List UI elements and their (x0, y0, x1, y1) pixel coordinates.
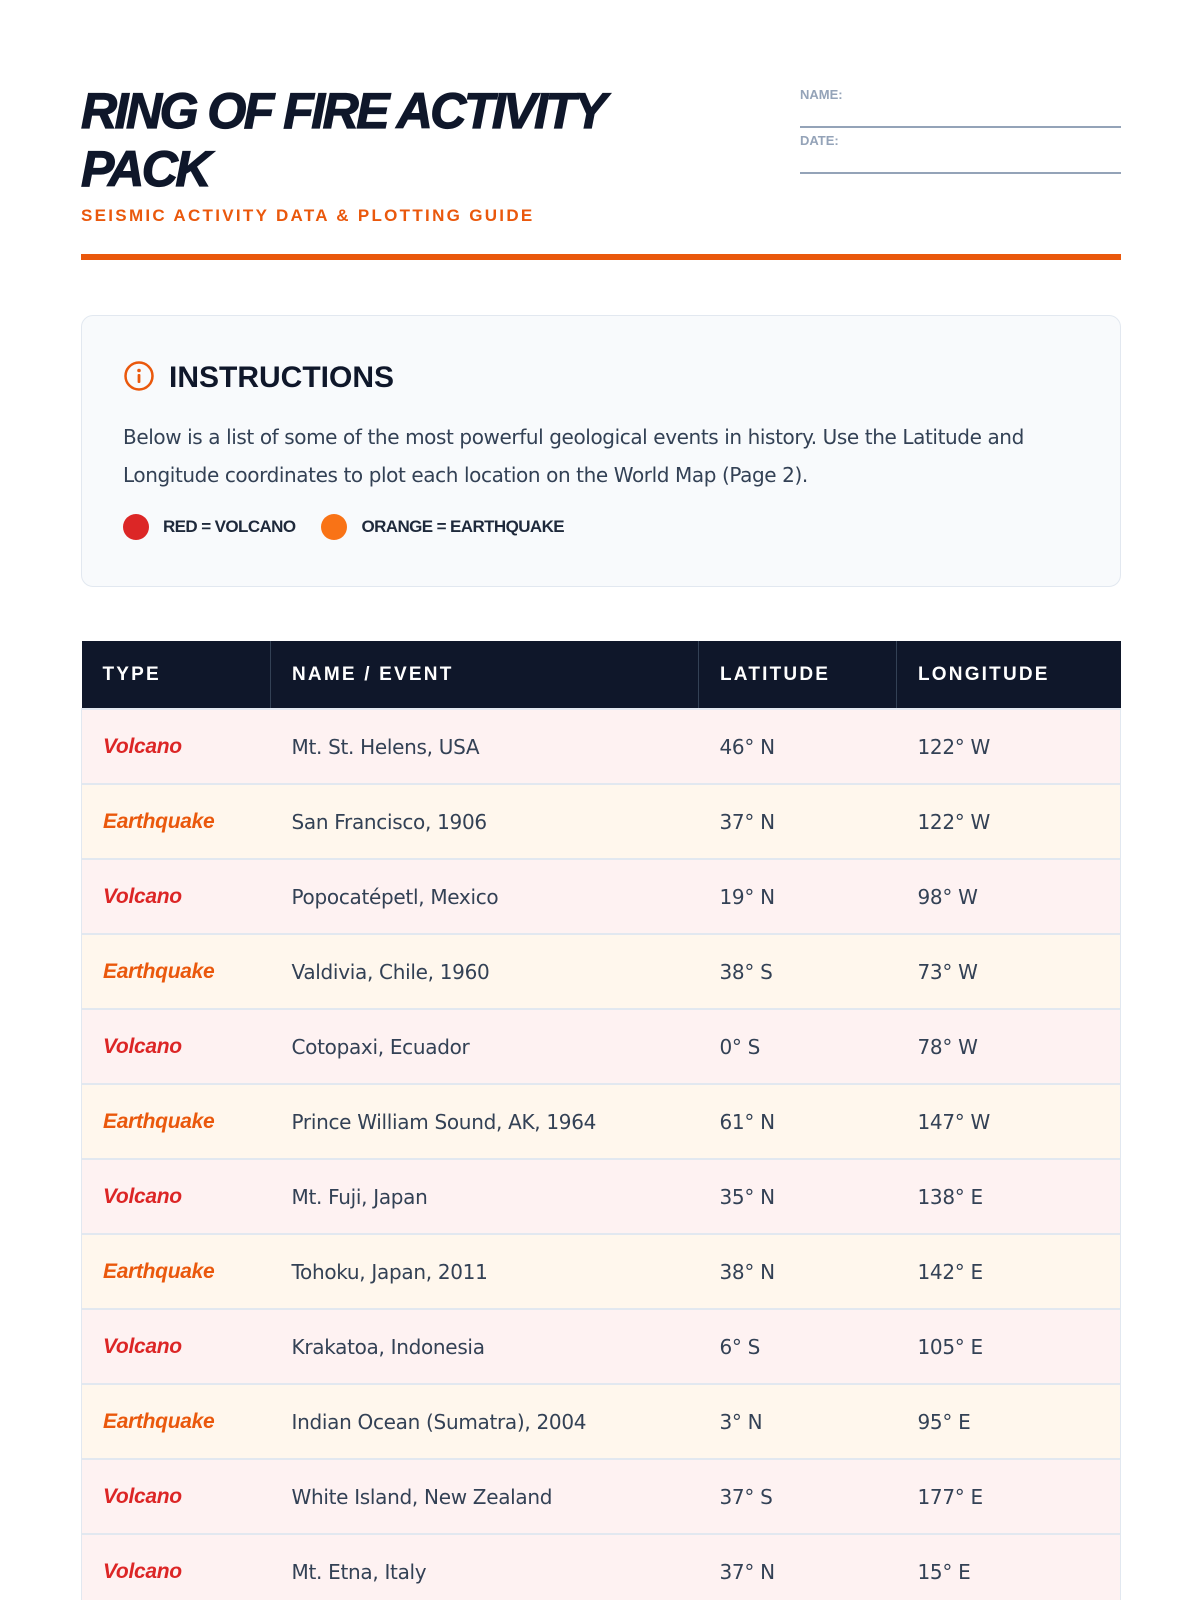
column-header-name: NAME / EVENT (271, 641, 699, 709)
table-row (82, 709, 1121, 784)
cell-name: Krakatoa, Indonesia (271, 1309, 699, 1384)
cell-type: Volcano (82, 1459, 271, 1534)
cell-name: San Francisco, 1906 (271, 784, 699, 859)
cell-longitude: 122° W (897, 709, 1121, 784)
events-table (81, 641, 1121, 1600)
instructions-title: INSTRUCTIONS (169, 361, 394, 394)
legend-volcano: RED = VOLCANO (163, 517, 296, 536)
cell-longitude: 177° E (897, 1459, 1121, 1534)
cell-longitude: 147° W (897, 1084, 1121, 1159)
header-divider (81, 254, 1121, 260)
cell-type: Earthquake (82, 784, 271, 859)
orange-dot-icon (321, 514, 347, 540)
legend-earthquake: ORANGE = EARTHQUAKE (361, 517, 565, 536)
cell-name: Mt. St. Helens, USA (271, 709, 699, 784)
cell-latitude: 35° N (699, 1159, 897, 1234)
cell-latitude: 61° N (699, 1084, 897, 1159)
cell-latitude: 38° S (699, 934, 897, 1009)
cell-latitude: 46° N (699, 709, 897, 784)
cell-longitude: 138° E (897, 1159, 1121, 1234)
table-row (82, 934, 1121, 1009)
cell-latitude: 19° N (699, 859, 897, 934)
cell-longitude: 95° E (897, 1384, 1121, 1459)
cell-latitude: 6° S (699, 1309, 897, 1384)
table-row (82, 859, 1121, 934)
cell-longitude: 142° E (897, 1234, 1121, 1309)
cell-name: Valdivia, Chile, 1960 (271, 934, 699, 1009)
cell-name: Prince William Sound, AK, 1964 (271, 1084, 699, 1159)
info-circle-icon (123, 360, 155, 396)
page-title: RING OF FIRE ACTIVITY PACK (81, 83, 604, 197)
name-label: NAME: (800, 87, 843, 102)
date-field[interactable] (800, 128, 1121, 174)
column-header-latitude: LATITUDE (699, 641, 897, 709)
cell-name: Indian Ocean (Sumatra), 2004 (271, 1384, 699, 1459)
table-row (82, 784, 1121, 859)
student-fields (800, 82, 1121, 174)
table-row (82, 1159, 1121, 1234)
legend (123, 514, 1079, 540)
cell-latitude: 37° N (699, 1534, 897, 1600)
cell-name: Popocatépetl, Mexico (271, 859, 699, 934)
cell-latitude: 3° N (699, 1384, 897, 1459)
cell-type: Earthquake (82, 1384, 271, 1459)
name-field[interactable] (800, 82, 1121, 128)
instructions-text: Below is a list of some of the most powerful geological events in history. Use the Latitude and Longitude coordinates to plot each location on the World Map (Page 2). (123, 425, 1024, 487)
cell-type: Earthquake (82, 934, 271, 1009)
table-row (82, 1309, 1121, 1384)
cell-latitude: 37° N (699, 784, 897, 859)
cell-latitude: 38° N (699, 1234, 897, 1309)
cell-name: Mt. Etna, Italy (271, 1534, 699, 1600)
instructions-card (81, 315, 1121, 587)
page-subtitle: SEISMIC ACTIVITY DATA & PLOTTING GUIDE (81, 206, 535, 225)
cell-longitude: 122° W (897, 784, 1121, 859)
table-row (82, 1459, 1121, 1534)
cell-latitude: 0° S (699, 1009, 897, 1084)
cell-type: Earthquake (82, 1084, 271, 1159)
worksheet-header (81, 82, 1121, 262)
cell-name: White Island, New Zealand (271, 1459, 699, 1534)
table-row (82, 1084, 1121, 1159)
cell-latitude: 37° S (699, 1459, 897, 1534)
table-row (82, 1534, 1121, 1600)
column-header-longitude: LONGITUDE (897, 641, 1121, 709)
red-dot-icon (123, 514, 149, 540)
cell-name: Tohoku, Japan, 2011 (271, 1234, 699, 1309)
date-label: DATE: (800, 133, 839, 148)
cell-type: Earthquake (82, 1234, 271, 1309)
table-row (82, 1384, 1121, 1459)
table-header-row (82, 641, 1121, 709)
cell-type: Volcano (82, 1534, 271, 1600)
cell-longitude: 15° E (897, 1534, 1121, 1600)
cell-type: Volcano (82, 1009, 271, 1084)
cell-longitude: 73° W (897, 934, 1121, 1009)
table-row (82, 1234, 1121, 1309)
cell-longitude: 78° W (897, 1009, 1121, 1084)
cell-type: Volcano (82, 859, 271, 934)
column-header-type: TYPE (82, 641, 271, 709)
table-row (82, 1009, 1121, 1084)
cell-type: Volcano (82, 709, 271, 784)
cell-name: Mt. Fuji, Japan (271, 1159, 699, 1234)
cell-name: Cotopaxi, Ecuador (271, 1009, 699, 1084)
cell-longitude: 98° W (897, 859, 1121, 934)
cell-type: Volcano (82, 1159, 271, 1234)
cell-longitude: 105° E (897, 1309, 1121, 1384)
cell-type: Volcano (82, 1309, 271, 1384)
